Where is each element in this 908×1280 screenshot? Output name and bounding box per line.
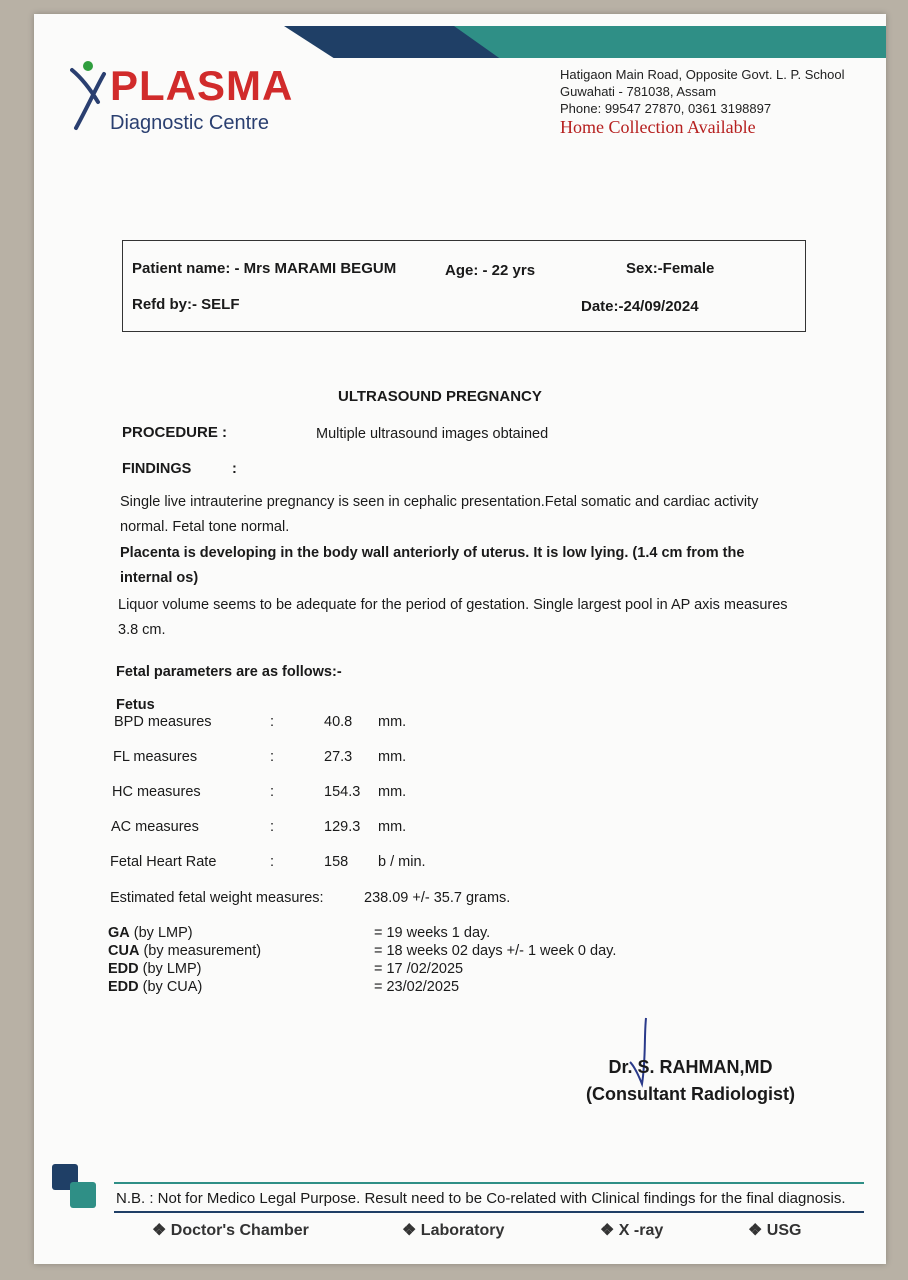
footer-divider-top: [114, 1182, 864, 1184]
parameter-label: Fetal Heart Rate: [110, 854, 217, 870]
ga-row: [108, 924, 491, 942]
service-xray: ❖ X -ray: [600, 1222, 664, 1239]
parameter-colon: :: [270, 819, 275, 835]
parameter-colon: :: [270, 784, 275, 800]
patient-info-box: [122, 240, 806, 332]
patient-name: Patient name: - Mrs MARAMI BEGUM: [132, 260, 397, 277]
ga-value: = 19 weeks 1 day.: [374, 925, 491, 941]
parameter-unit: b / min.: [378, 854, 426, 870]
address-line-2: Guwahati - 781038, Assam: [560, 84, 717, 99]
parameter-colon: :: [270, 854, 275, 870]
edd-cua-value: = 23/02/2025: [374, 979, 460, 995]
edd-cua-sub: (by CUA): [138, 979, 203, 995]
ga-sub: (by LMP): [129, 925, 193, 941]
parameter-unit: mm.: [378, 714, 407, 730]
footer-square-teal: [70, 1182, 96, 1208]
report-date: Date:-24/09/2024: [581, 298, 699, 315]
edd-lmp-row: [108, 960, 464, 978]
parameter-unit: mm.: [378, 784, 407, 800]
findings-colon: :: [232, 461, 237, 477]
doctor-designation: (Consultant Radiologist): [586, 1084, 795, 1104]
address-line-1: Hatigaon Main Road, Opposite Govt. L. P. School: [560, 67, 845, 82]
fetal-parameters-heading: Fetal parameters are as follows:-: [116, 664, 342, 680]
cua-key: CUA: [108, 943, 140, 959]
efw-value: 238.09 +/- 35.7 grams.: [364, 890, 511, 906]
parameter-value: 40.8: [324, 714, 353, 730]
parameter-unit: mm.: [378, 819, 407, 835]
finding-placenta: Placenta is developing in the body wall anteriorly of uterus. It is low lying. (1.4 cm from the internal os): [120, 545, 745, 586]
cua-sub: (by measurement): [139, 943, 262, 959]
parameter-value: 158: [324, 854, 349, 870]
phone-numbers: Phone: 99547 27870, 0361 3198897: [560, 101, 772, 116]
parameter-value: 27.3: [324, 749, 353, 765]
parameter-value: 154.3: [324, 784, 361, 800]
footer-divider-bottom: [114, 1211, 864, 1213]
fetus-label: Fetus: [116, 697, 155, 713]
edd-lmp-key: EDD: [108, 961, 139, 977]
edd-lmp-value: = 17 /02/2025: [374, 961, 464, 977]
finding-liquor: Liquor volume seems to be adequate for the period of gestation. Single largest pool in AP axis measures 3.8 cm.: [118, 597, 788, 638]
parameter-colon: :: [270, 714, 275, 730]
parameter-value: 129.3: [324, 819, 361, 835]
patient-sex: Sex:-Female: [626, 260, 715, 277]
header-band-teal: [454, 26, 886, 58]
service-usg: ❖ USG: [748, 1222, 802, 1239]
logo-subtitle: Diagnostic Centre: [110, 112, 269, 134]
ga-key: GA: [108, 925, 130, 941]
logo-wordmark: PLASMA: [110, 62, 294, 109]
parameter-label: FL measures: [113, 749, 198, 765]
logo-figure-icon: [70, 58, 110, 132]
home-collection-tagline: Home Collection Available: [560, 117, 756, 137]
efw-label: Estimated fetal weight measures:: [110, 890, 324, 906]
parameter-colon: :: [270, 749, 275, 765]
patient-age: Age: - 22 yrs: [445, 262, 536, 279]
signature-block: [586, 1054, 795, 1108]
parameter-label: HC measures: [112, 784, 201, 800]
cua-value: = 18 weeks 02 days +/- 1 week 0 day.: [374, 943, 617, 959]
cua-row: [108, 942, 617, 960]
clinic-address: [560, 66, 844, 136]
report-title: ULTRASOUND PREGNANCY: [338, 388, 542, 405]
edd-cua-row: [108, 978, 460, 996]
parameter-label: BPD measures: [114, 714, 212, 730]
finding-presentation: Single live intrauterine pregnancy is seen in cephalic presentation.Fetal somatic and cardiac activity normal. Fetal tone normal.: [120, 494, 759, 535]
service-doctors-chamber: ❖ Doctor's Chamber: [152, 1222, 309, 1239]
edd-cua-key: EDD: [108, 979, 139, 995]
parameter-label: AC measures: [111, 819, 199, 835]
parameter-unit: mm.: [378, 749, 407, 765]
procedure-label: PROCEDURE :: [122, 424, 228, 441]
doctor-name: Dr. S. RAHMAN,MD: [608, 1057, 773, 1077]
footer-disclaimer: N.B. : Not for Medico Legal Purpose. Result need to be Co-related with Clinical findings for the final diagnosis.: [116, 1190, 846, 1207]
edd-lmp-sub: (by LMP): [138, 961, 202, 977]
report-sheet: [34, 14, 886, 1264]
findings-label: FINDINGS: [122, 461, 192, 477]
service-laboratory: ❖ Laboratory: [402, 1222, 505, 1239]
procedure-value: Multiple ultrasound images obtained: [316, 426, 549, 442]
referred-by: Refd by:- SELF: [132, 296, 240, 313]
